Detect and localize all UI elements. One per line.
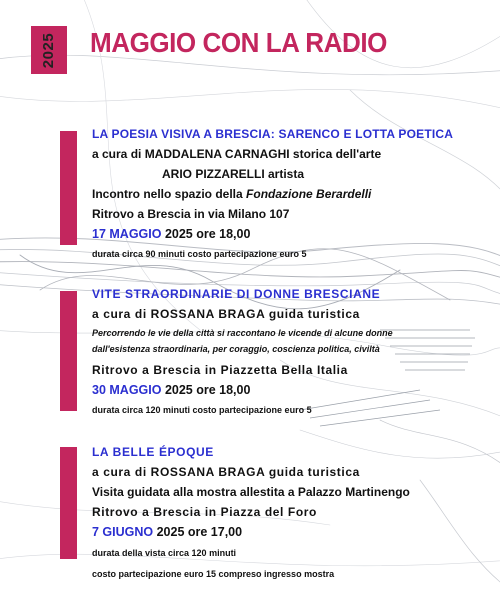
event-2-date	[92, 380, 484, 400]
event-2-info: durata circa 120 minuti costo partecipazione euro 5	[92, 405, 312, 415]
event-1	[92, 124, 484, 262]
event-1-title: LA POESIA VISIVA A BRESCIA: SARENCO E LOTTA POETICA	[92, 127, 454, 141]
event-3-info-2: costo partecipazione euro 15 compreso ingresso mostra	[92, 569, 335, 579]
event-2-curator: a cura di ROSSANA BRAGA guida turistica	[92, 307, 360, 321]
event-1-accent-bar	[60, 131, 77, 245]
event-2-title: VITE STRAORDINARIE DI DONNE BRESCIANE	[92, 287, 381, 301]
event-3-curator: a cura di ROSSANA BRAGA guida turistica	[92, 465, 360, 479]
year-label-wrap	[31, 26, 67, 74]
event-2-location: Ritrovo a Brescia in Piazzetta Bella Italia	[92, 363, 348, 377]
event-1-date-time: 2025 ore 18,00	[161, 227, 251, 241]
event-3-visit: Visita guidata alla mostra allestita a Palazzo Martinengo	[92, 485, 410, 499]
event-3-date	[92, 522, 484, 542]
event-3-date-time: 2025 ore 17,00	[153, 525, 243, 539]
event-2-accent-bar	[60, 291, 77, 411]
event-1-date	[92, 224, 484, 244]
event-3-title: LA BELLE ÉPOQUE	[92, 445, 214, 459]
main-title: MAGGIO CON LA RADIO	[90, 27, 387, 58]
event-3-accent-bar	[60, 447, 77, 559]
event-1-second-curator: ARIO PIZZARELLI artista	[162, 167, 305, 181]
event-2-date-day: 30 MAGGIO	[92, 383, 162, 397]
event-2	[92, 284, 484, 418]
event-1-curator: a cura di MADDALENA CARNAGHI storica dell'arte	[92, 147, 382, 161]
event-2-description-1: Percorrendo le vie della città si raccontano le vicende di alcune donne	[92, 328, 393, 338]
event-1-info: durata circa 90 minuti costo partecipazione euro 5	[92, 249, 307, 259]
event-2-date-time: 2025 ore 18,00	[161, 383, 251, 397]
event-1-meeting-prefix: Incontro nello spazio della	[92, 187, 247, 201]
event-3-location: Ritrovo a Brescia in Piazza del Foro	[92, 505, 317, 519]
event-1-meeting	[92, 184, 484, 204]
event-3-info: durata della vista circa 120 minuti	[92, 548, 237, 558]
year-label: 2025	[40, 32, 58, 68]
event-3	[92, 442, 484, 582]
event-1-meeting-place: Fondazione Berardelli	[246, 187, 372, 201]
event-1-date-day: 17 MAGGIO	[92, 227, 162, 241]
event-1-location: Ritrovo a Brescia in via Milano 107	[92, 207, 290, 221]
event-2-description-2: dall'esistenza straordinaria, per coraggio, coscienza politica, civiltà	[92, 344, 380, 354]
event-3-date-day: 7 GIUGNO	[92, 525, 154, 539]
